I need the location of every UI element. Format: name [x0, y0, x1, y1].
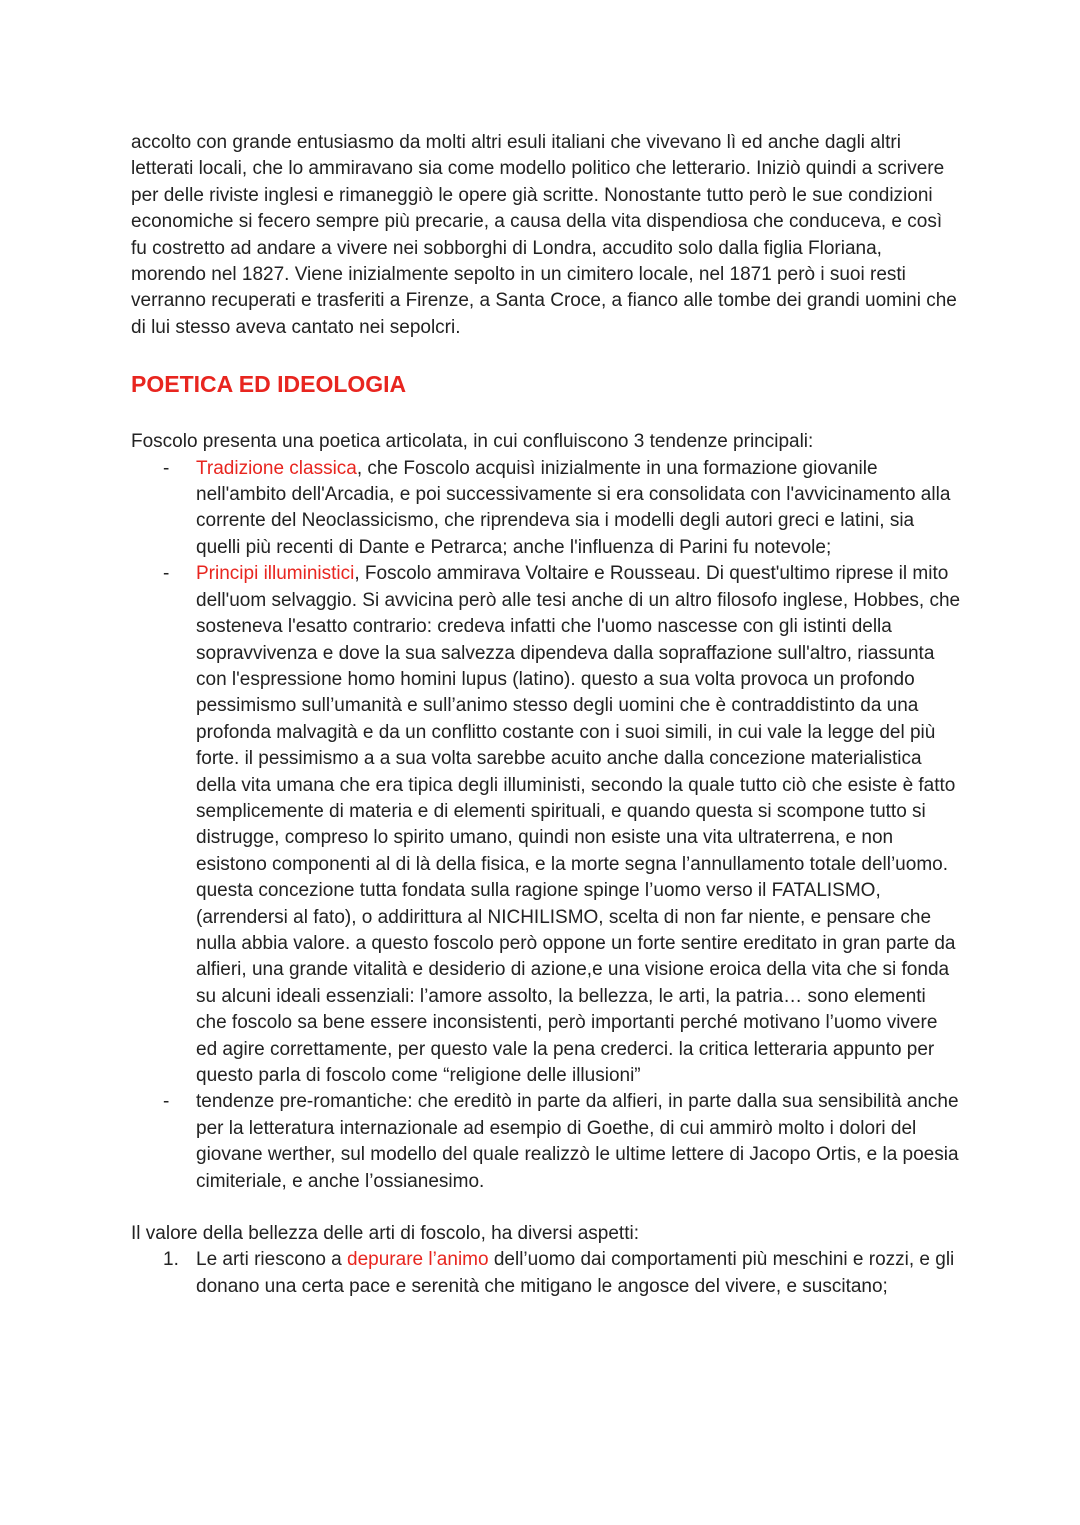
list-item-text: tendenze pre-romantiche: che ereditò in parte da alfieri, in parte dalla sua sensibilità anche per la letteratura internazionale ad esempio di Goethe, di cui ammirò molto i dolori del giovane werther, sul modello del quale realizzò le ultime lettere di Jacopo Ortis, e la poesia cimiteriale, e anche l’ossianesimo. — [196, 1091, 959, 1192]
list-item-highlight: Principi illuministici — [196, 563, 355, 585]
arts-numbered-list — [131, 1247, 961, 1300]
section-heading: POETICA ED IDEOLOGIA — [131, 371, 407, 398]
numbered-list-item — [163, 1247, 961, 1300]
intro-paragraph: accolto con grande entusiasmo da molti altri esuli italiani che vivevano lì ed anche dagli altri letterati locali, che lo ammiravano sia come modello politico che letterario. Iniziò quindi a scrivere per delle riviste inglesi e rimaneggiò le opere già scritte. Nonostante tutto però le sue condizioni economiche si fecero sempre più precarie, a causa della vita dispendiosa che conduceva, e così fu costretto ad andare a vivere nei sobborghi di Londra, accudito solo dalla figlia Floriana, morendo nel 1827. Viene inizialmente sepolto in un cimitero locale, nel 1871 però i suoi resti verranno recuperati e trasferiti a Firenze, a Santa Croce, a fianco alle tombe dei grandi uomini che di lui stesso aveva cantato nei sepolcri. — [131, 132, 957, 338]
list-item-text-after: dell’uomo dai comportamenti più meschini e rozzi, e gli donano una certa pace e serenità che mitigano le angosce del vivere, e suscitano; — [196, 1249, 955, 1297]
list-item — [163, 1089, 961, 1195]
bullet-dash: - — [163, 1091, 170, 1113]
document-page — [131, 130, 961, 1300]
list-item-highlight: depurare l’animo — [347, 1249, 489, 1271]
list-number: 1. — [163, 1249, 179, 1271]
list-item — [163, 456, 961, 562]
arts-lead-paragraph: Il valore della bellezza delle arti di foscolo, ha diversi aspetti: — [131, 1223, 639, 1245]
list-item-text: , Foscolo ammirava Voltaire e Rousseau. Di quest'ultimo riprese il mito dell'uom selvaggio. Si avvicina però alle tesi anche di un altro filosofo inglese, Hobbes, che sosteneva l'esatto contrario: credeva infatti che l'uomo nascesse con gli istinti della sopravvivenza e dove la sua salvezza dipendeva dalla sopraffazione sull'altro, riassunta con l'espressione homo homini lupus (latino). questo a sua volta provoca un profondo pessimismo sull’umanità e sull’animo stesso degli uomini che è contraddistinto da una profonda malvagità e da un conflitto costante con i suoi simili, in cui vale la legge del più forte. il pessimismo a a sua volta sarebbe acuito anche dalla concezione materialistica della vita umana che era tipica degli illuministi, secondo la quale tutto ciò che esiste è fatto semplicemente di materia e di elementi spirituali, e quando questa si scompone tutto si distrugge, compreso lo spirito umano, quindi non esiste una vita ultraterrena, e non esistono componenti al di là della fisica, e la morte segna l’annullamento totale dell’uomo. questa concezione tutta fondata sulla ragione spinge l’uomo verso il FATALISMO, (arrendersi al fato), o addirittura al NICHILISMO, scelta di non far niente, e pensare che nulla abbia valore. a questo foscolo però oppone un forte sentire ereditato in gran parte da alfieri, una grande vitalità e desiderio di azione,e una visione eroica della vita che si fonda su alcuni ideali essenziali: l’amore assolto, la bellezza, le arti, la patria… sono elementi che foscolo sa bene essere inconsistenti, però importanti perché motivano l’uomo vivere ed agire correttamente, per questo vale la pena crederci. la critica letteraria appunto per questo parla di foscolo come “religione delle illusioni” — [196, 563, 961, 1086]
tendencies-list — [131, 456, 961, 1195]
bullet-dash: - — [163, 563, 170, 585]
bullet-dash: - — [163, 457, 170, 479]
section-lead-paragraph: Foscolo presenta una poetica articolata, in cui confluiscono 3 tendenze principali: — [131, 431, 814, 453]
list-item-highlight: Tradizione classica — [196, 457, 357, 479]
list-item-text: , che Foscolo acquisì inizialmente in una formazione giovanile nell'ambito dell'Arcadia, e poi successivamente si era consolidata con l'avvicinamento alla corrente del Neoclassicismo, che riprendeva sia i modelli degli autori greci e latini, sia quelli più recenti di Dante e Petrarca; anche l'influenza di Parini fu notevole; — [196, 457, 951, 558]
list-item — [163, 561, 961, 1089]
list-item-text-before: Le arti riescono a — [196, 1249, 348, 1271]
